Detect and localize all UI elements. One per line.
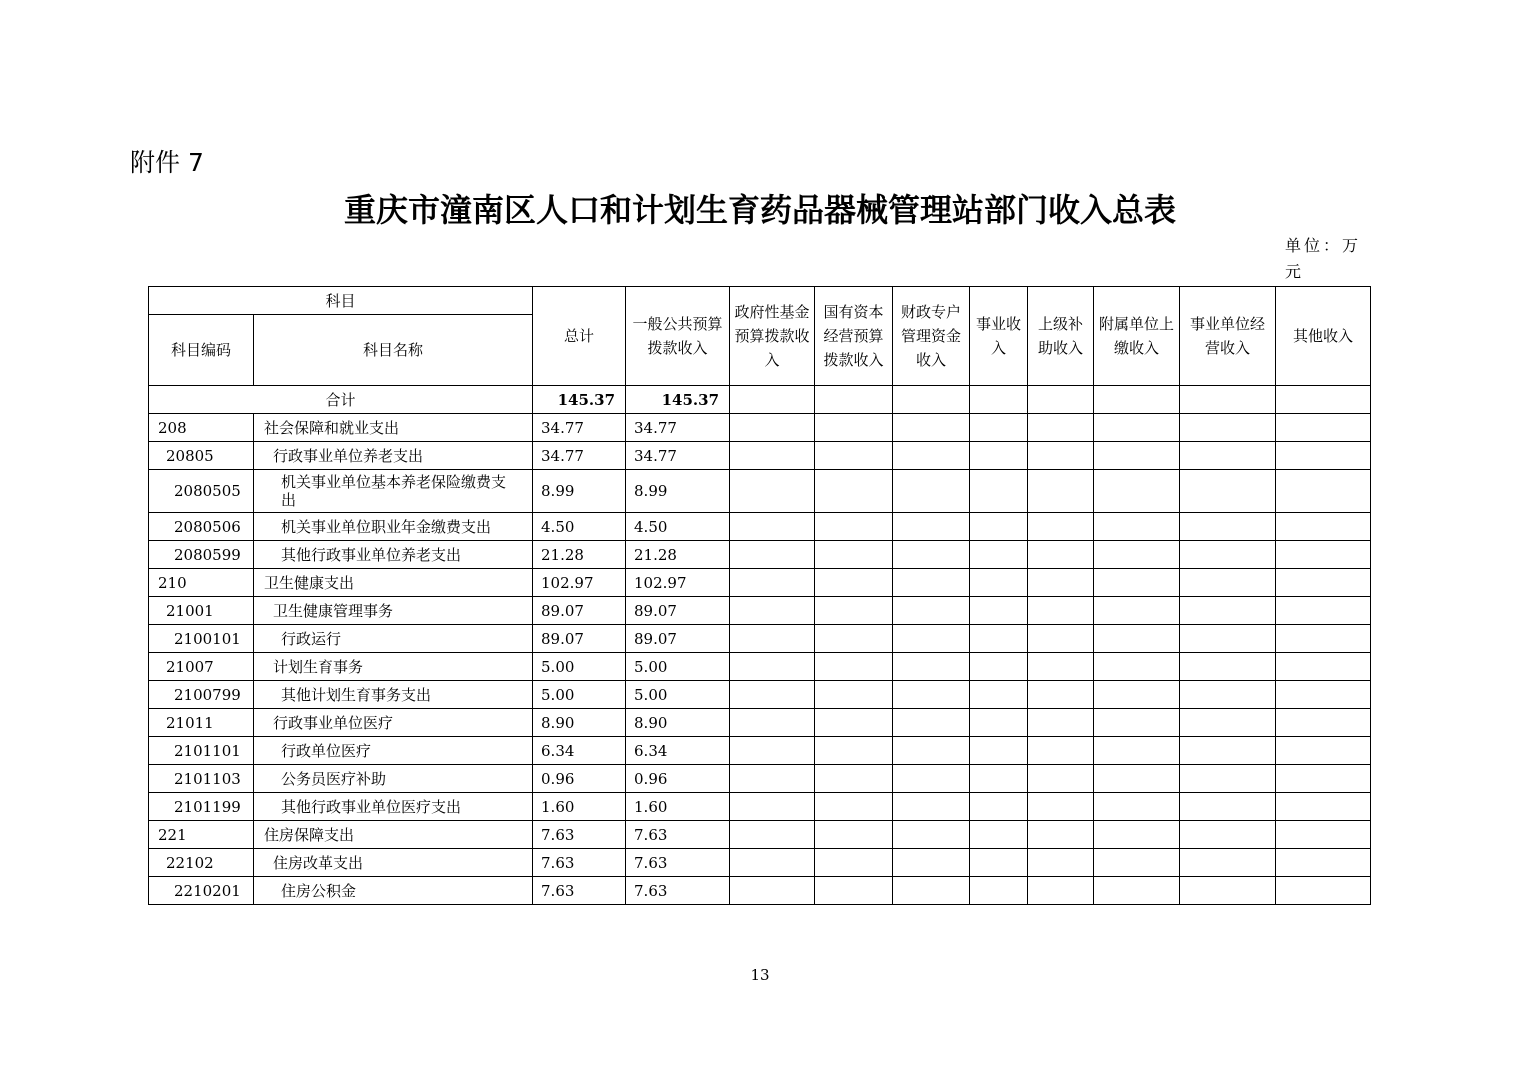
- row-general: 6.34: [626, 737, 730, 765]
- row-code: 21011: [149, 709, 254, 737]
- row-code: 22102: [149, 849, 254, 877]
- unit-label: 单位：万元: [1285, 236, 1362, 281]
- row-code: 210: [149, 569, 254, 597]
- table-row: [149, 709, 1371, 737]
- row-total: 7.63: [533, 849, 626, 877]
- total-label: 合计: [149, 386, 533, 414]
- row-total: 34.77: [533, 442, 626, 470]
- row-general: 89.07: [626, 625, 730, 653]
- table-row: [149, 625, 1371, 653]
- table-row: [149, 513, 1371, 541]
- table-row: [149, 569, 1371, 597]
- page-number: 13: [750, 966, 770, 984]
- row-general: 8.99: [626, 470, 730, 513]
- header-name: 科目名称: [254, 315, 533, 386]
- row-general: 7.63: [626, 821, 730, 849]
- row-general: 1.60: [626, 793, 730, 821]
- row-total: 34.77: [533, 414, 626, 442]
- row-general: 21.28: [626, 541, 730, 569]
- header-other-income: 其他收入: [1276, 287, 1371, 386]
- row-code: 2210201: [149, 877, 254, 905]
- row-total: 0.96: [533, 765, 626, 793]
- row-total: 89.07: [533, 625, 626, 653]
- row-code: 2101199: [149, 793, 254, 821]
- header-gov-fund: 政府性基金预算拨款收入: [730, 287, 815, 386]
- table-row: [149, 597, 1371, 625]
- row-total: 89.07: [533, 597, 626, 625]
- row-code: 2080505: [149, 470, 254, 513]
- row-name: 社会保障和就业支出: [254, 414, 533, 442]
- row-general: 0.96: [626, 765, 730, 793]
- row-code: 2101101: [149, 737, 254, 765]
- table-row: [149, 793, 1371, 821]
- row-name: 行政运行: [254, 625, 533, 653]
- header-fiscal-special: 财政专户管理资金收入: [893, 287, 970, 386]
- row-code: 20805: [149, 442, 254, 470]
- table-row: [149, 737, 1371, 765]
- row-total: 7.63: [533, 821, 626, 849]
- header-affiliated-income: 附属单位上缴收入: [1094, 287, 1180, 386]
- row-name: 其他计划生育事务支出: [254, 681, 533, 709]
- table-row: [149, 765, 1371, 793]
- header-code: 科目编码: [149, 315, 254, 386]
- table-row: [149, 849, 1371, 877]
- page-title: 重庆市潼南区人口和计划生育药品器械管理站部门收入总表: [343, 191, 1176, 229]
- row-total: 4.50: [533, 513, 626, 541]
- row-code: 2101103: [149, 765, 254, 793]
- row-name: 行政事业单位养老支出: [254, 442, 533, 470]
- row-code: 21001: [149, 597, 254, 625]
- row-total: 1.60: [533, 793, 626, 821]
- table-row: [149, 414, 1371, 442]
- row-general: 102.97: [626, 569, 730, 597]
- row-total: 5.00: [533, 653, 626, 681]
- row-name: 计划生育事务: [254, 653, 533, 681]
- row-code: 208: [149, 414, 254, 442]
- total-cell-total: 145.37: [533, 386, 626, 414]
- table-row: [149, 681, 1371, 709]
- header-general-budget: 一般公共预算拨款收入: [626, 287, 730, 386]
- row-general: 5.00: [626, 681, 730, 709]
- row-general: 8.90: [626, 709, 730, 737]
- row-name: 其他行政事业单位医疗支出: [254, 793, 533, 821]
- row-name: 卫生健康管理事务: [254, 597, 533, 625]
- header-operating-income: 事业单位经营收入: [1180, 287, 1276, 386]
- table-row: [149, 877, 1371, 905]
- row-total: 102.97: [533, 569, 626, 597]
- row-code: 2080599: [149, 541, 254, 569]
- table-row: [149, 541, 1371, 569]
- header-business-income: 事业收入: [970, 287, 1028, 386]
- row-total: 5.00: [533, 681, 626, 709]
- row-name: 卫生健康支出: [254, 569, 533, 597]
- row-general: 34.77: [626, 414, 730, 442]
- row-total: 6.34: [533, 737, 626, 765]
- table-row: [149, 470, 1371, 513]
- total-row: [149, 386, 1371, 414]
- row-general: 7.63: [626, 849, 730, 877]
- income-summary-table: [148, 286, 1371, 905]
- row-name: 其他行政事业单位养老支出: [254, 541, 533, 569]
- attachment-label: 附件 7: [130, 148, 204, 177]
- row-name: 机关事业单位基本养老保险缴费支出: [254, 470, 533, 513]
- header-superior-subsidy: 上级补助收入: [1028, 287, 1094, 386]
- row-name: 住房公积金: [254, 877, 533, 905]
- row-general: 7.63: [626, 877, 730, 905]
- row-code: 221: [149, 821, 254, 849]
- table-row: [149, 442, 1371, 470]
- row-general: 34.77: [626, 442, 730, 470]
- row-code: 21007: [149, 653, 254, 681]
- header-state-capital: 国有资本经营预算拨款收入: [815, 287, 893, 386]
- row-code: 2080506: [149, 513, 254, 541]
- row-name: 住房保障支出: [254, 821, 533, 849]
- row-general: 4.50: [626, 513, 730, 541]
- row-code: 2100101: [149, 625, 254, 653]
- row-name: 公务员医疗补助: [254, 765, 533, 793]
- row-code: 2100799: [149, 681, 254, 709]
- row-total: 7.63: [533, 877, 626, 905]
- row-name: 行政事业单位医疗: [254, 709, 533, 737]
- row-name: 住房改革支出: [254, 849, 533, 877]
- header-total: 总计: [533, 287, 626, 386]
- header-kemu: 科目: [149, 287, 533, 315]
- row-general: 5.00: [626, 653, 730, 681]
- row-total: 8.90: [533, 709, 626, 737]
- row-total: 8.99: [533, 470, 626, 513]
- total-cell-general: 145.37: [626, 386, 730, 414]
- table-row: [149, 821, 1371, 849]
- row-name: 机关事业单位职业年金缴费支出: [254, 513, 533, 541]
- row-total: 21.28: [533, 541, 626, 569]
- table-row: [149, 653, 1371, 681]
- row-general: 89.07: [626, 597, 730, 625]
- row-name: 行政单位医疗: [254, 737, 533, 765]
